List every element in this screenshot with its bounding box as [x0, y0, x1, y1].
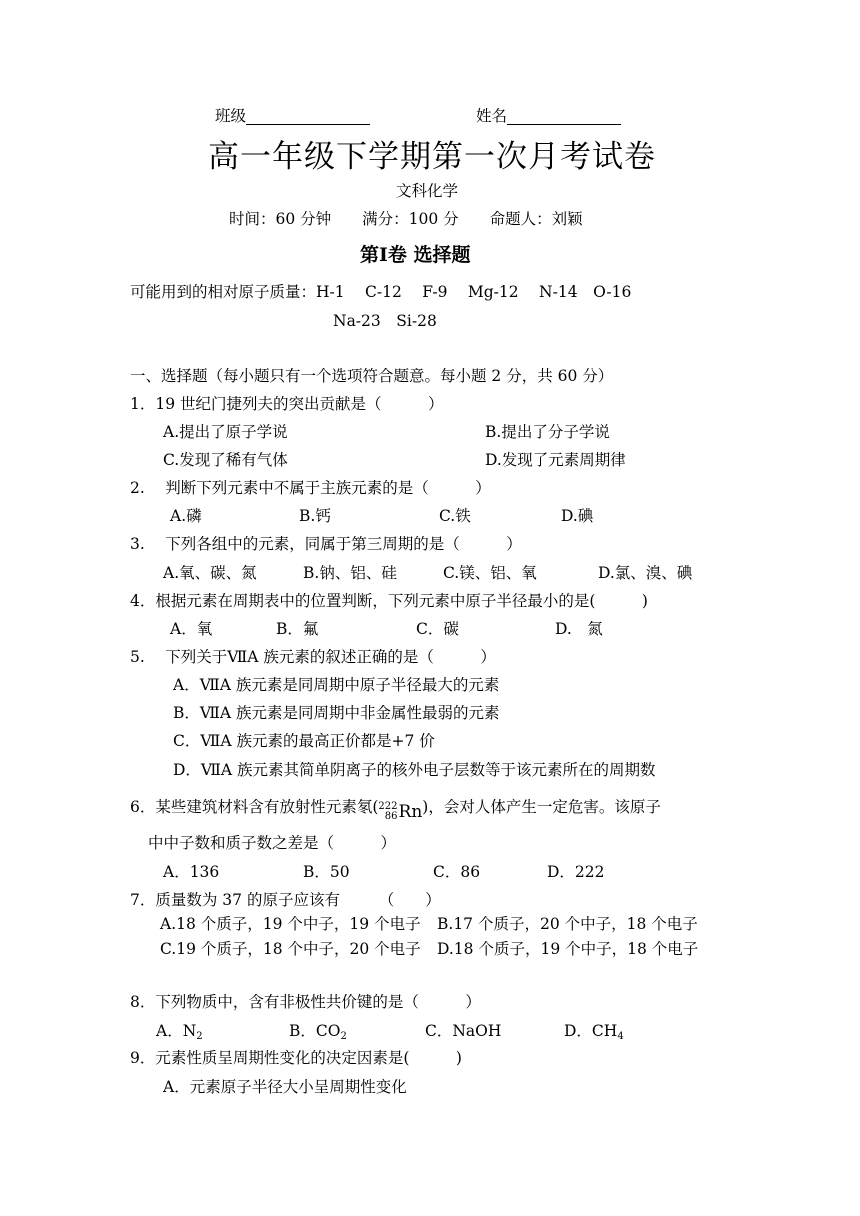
section-title: 第Ⅰ卷 选择题 [360, 244, 471, 266]
question-6-option-d[interactable]: D．222 [547, 863, 605, 881]
question-7-option-b[interactable]: B.17 个质子，20 个中子，18 个电子 [437, 915, 698, 933]
option-subscript: 2 [196, 1031, 203, 1042]
name-blank[interactable] [507, 123, 621, 125]
question-7-option-d[interactable]: D.18 个质子，19 个中子，18 个电子 [437, 940, 699, 958]
class-field [215, 109, 370, 125]
atomic-masses-line2: Na-23 Si-28 [333, 312, 437, 330]
question-3-option-d[interactable]: D.氯、溴、碘 [598, 564, 693, 582]
question-6-option-a[interactable]: A．136 [163, 863, 220, 881]
question-5-option-b[interactable]: B．ⅦA 族元素是同周期中非金属性最弱的元素 [173, 704, 500, 722]
option-text: A．N [156, 1022, 197, 1040]
option-text: B．CO [289, 1022, 341, 1040]
question-3-option-a[interactable]: A.氧、碳、氮 [163, 564, 257, 582]
name-field [476, 109, 621, 125]
exam-subtitle: 文科化学 [396, 182, 459, 200]
question-1-stem: 1．19 世纪门捷列夫的突出贡献是（ ） [130, 395, 444, 413]
exam-title: 高一年级下学期第一次月考试卷 [208, 139, 656, 175]
question-3-option-c[interactable]: C.镁、铝、氧 [443, 564, 537, 582]
question-4-option-c[interactable]: C．碳 [416, 620, 459, 638]
question-4-stem: 4．根据元素在周期表中的位置判断，下列元素中原子半径最小的是( ) [130, 592, 648, 610]
nuclide-element-symbol: Rn [398, 801, 423, 822]
question-5-option-d[interactable]: D．ⅦA 族元素其简单阴离子的核外电子层数等于该元素所在的周期数 [173, 761, 656, 779]
question-3-stem: 3. 下列各组中的元素，同属于第三周期的是（ ） [130, 535, 522, 553]
question-1-option-c[interactable]: C.发现了稀有气体 [163, 451, 288, 469]
question-6-stem-line2: 中中子数和质子数之差是（ ） [148, 834, 397, 852]
question-4-option-d[interactable]: D. 氮 [555, 620, 603, 638]
question-8-option-a[interactable] [156, 1024, 203, 1040]
question-2-option-d[interactable]: D.碘 [561, 507, 594, 525]
question-8-option-d[interactable] [564, 1024, 624, 1040]
question-6-option-b[interactable]: B．50 [303, 863, 350, 881]
nuclide-mass-number: 222 [378, 801, 398, 812]
question-6-option-c[interactable]: C．86 [433, 863, 481, 881]
question-7-option-a[interactable]: A.18 个质子，19 个中子，19 个电子 [160, 915, 421, 933]
option-subscript: 4 [617, 1031, 624, 1042]
question-9-option-a[interactable]: A．元素原子半径大小呈周期性变化 [163, 1078, 407, 1096]
nuclide-atomic-number: 86 [384, 811, 398, 822]
question-8-stem: 8．下列物质中，含有非极性共价键的是（ ） [130, 993, 481, 1011]
radon-nuclide-symbol [378, 802, 422, 822]
question-5-option-a[interactable]: A．ⅦA 族元素是同周期中原子半径最大的元素 [173, 676, 500, 694]
exam-info: 时间：60 分钟 满分：100 分 命题人：刘颖 [229, 210, 583, 228]
section-heading: 一、选择题（每小题只有一个选项符合题意。每小题 2 分，共 60 分） [130, 367, 614, 385]
question-2-option-c[interactable]: C.铁 [439, 507, 471, 525]
question-5-stem: 5. 下列关于ⅦA 族元素的叙述正确的是（ ） [130, 648, 496, 666]
question-2-option-b[interactable]: B.钙 [299, 507, 331, 525]
option-text: D．CH [564, 1022, 618, 1040]
question-8-option-c[interactable] [425, 1024, 501, 1040]
class-label: 班级 [215, 107, 247, 125]
name-label: 姓名 [476, 107, 508, 125]
question-2-option-a[interactable]: A.磷 [170, 507, 202, 525]
question-7-option-c[interactable]: C.19 个质子，18 个中子，20 个电子 [160, 940, 421, 958]
question-5-option-c[interactable]: C．ⅦA 族元素的最高正价都是+7 价 [173, 732, 435, 750]
question-1-option-d[interactable]: D.发现了元素周期律 [485, 451, 626, 469]
question-4-option-b[interactable]: B．氟 [276, 620, 319, 638]
question-8-option-b[interactable] [289, 1024, 347, 1040]
class-blank[interactable] [246, 123, 370, 125]
question-2-stem: 2. 判断下列元素中不属于主族元素的是（ ） [130, 479, 491, 497]
question-1-option-b[interactable]: B.提出了分子学说 [485, 423, 610, 441]
atomic-masses-line1: 可能用到的相对原子质量：H-1 C-12 F-9 Mg-12 N-14 O-16 [130, 283, 632, 301]
question-6-stem [130, 800, 661, 825]
option-subscript: 2 [340, 1031, 347, 1042]
question-3-option-b[interactable]: B.钠、铝、硅 [303, 564, 397, 582]
question-6-stem-pre: 6．某些建筑材料含有放射性元素氡( [130, 798, 379, 816]
option-text: C．NaOH [425, 1022, 502, 1040]
question-4-option-a[interactable]: A．氧 [170, 620, 213, 638]
question-1-option-a[interactable]: A.提出了原子学说 [163, 423, 288, 441]
question-6-stem-post: )，会对人体产生一定危害。该原子 [422, 798, 661, 816]
question-7-stem: 7．质量数为 37 的原子应该有 （ ） [130, 891, 441, 909]
question-9-stem: 9．元素性质呈周期性变化的决定因素是( ) [130, 1049, 462, 1067]
